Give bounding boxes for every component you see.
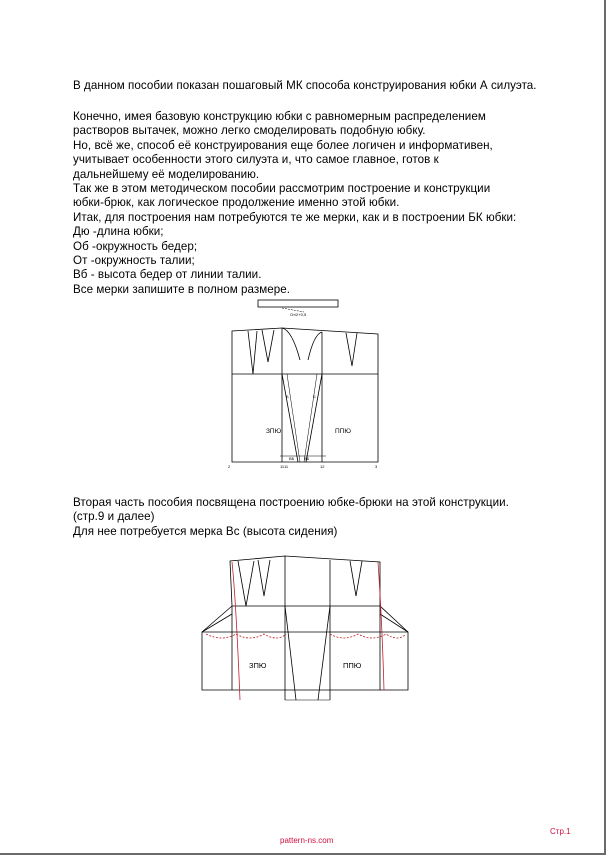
part2-line: Для нее потребуется мерка Вс (высота сидения) [73, 524, 338, 538]
point-mark: 11 [284, 464, 289, 469]
body-line: Так же в этом методическом пособии рассмотрим построение и конструкции [73, 182, 491, 196]
body-line: Но, всё же, способ её конструирования еще более логичен и информативен, [73, 138, 493, 152]
measurement-item: Дю -длина юбки; [73, 225, 164, 239]
back-panel-label: ЗПЮ [249, 661, 267, 670]
body-line: Конечно, имея базовую конструкцию юбки с равномерным распределением [73, 110, 486, 123]
point-mark: 3 [375, 464, 378, 469]
point-mark: 12 [320, 464, 325, 469]
part2-line: Вторая часть пособия посвящена построению юбке-брюки на этой конструкции. [73, 496, 509, 509]
part2-line: (стр.9 и далее) [73, 510, 155, 524]
measurement-item: Вб - высота бедер от линии талии. [73, 268, 262, 282]
body-line: Итак, для построения нам потребуются те же мерки, как и в построении БК юбки: [73, 210, 517, 224]
red-seam-line [232, 562, 240, 700]
body-line: Все мерки запишите в полном размере. [73, 282, 291, 296]
point-mark: Б [286, 394, 289, 399]
point-mark: 11 [280, 464, 285, 469]
measurement-item: От -окружность талии; [73, 254, 195, 268]
body-line: учитывает особенности этого силуэта и, что самое главное, готов к [73, 153, 439, 167]
back-panel-label: ЗПЮ [266, 428, 282, 435]
back-dart [238, 561, 254, 606]
measurement-item: Об -окружность бедер; [73, 239, 198, 253]
body-line: юбки-брюк, как логическое продолжение именно этой юбки. [73, 196, 400, 210]
point-mark: ВБ [304, 456, 310, 461]
front-panel-label: ППЮ [343, 661, 362, 670]
front-panel-label: ППЮ [335, 428, 351, 435]
body-line: растворов вытачек, можно легко смоделировать подобную юбку. [73, 124, 426, 138]
page-number: Стр.1 [550, 827, 571, 836]
site-link[interactable]: pattern-ns.com [280, 836, 334, 845]
body-line: дальнейшему её моделированию. [73, 167, 260, 181]
intro-line: В данном пособии показан пошаговый МК способа конструирования юбки А силуэта. [73, 79, 537, 92]
belt-formula: От/2+0,5 [290, 312, 307, 317]
point-mark: ВБ [289, 456, 295, 461]
upper-outline [230, 556, 380, 606]
point-mark: Б [313, 394, 316, 399]
point-mark: 2 [228, 464, 231, 469]
front-dart [350, 561, 362, 596]
leg-outline [202, 606, 408, 690]
